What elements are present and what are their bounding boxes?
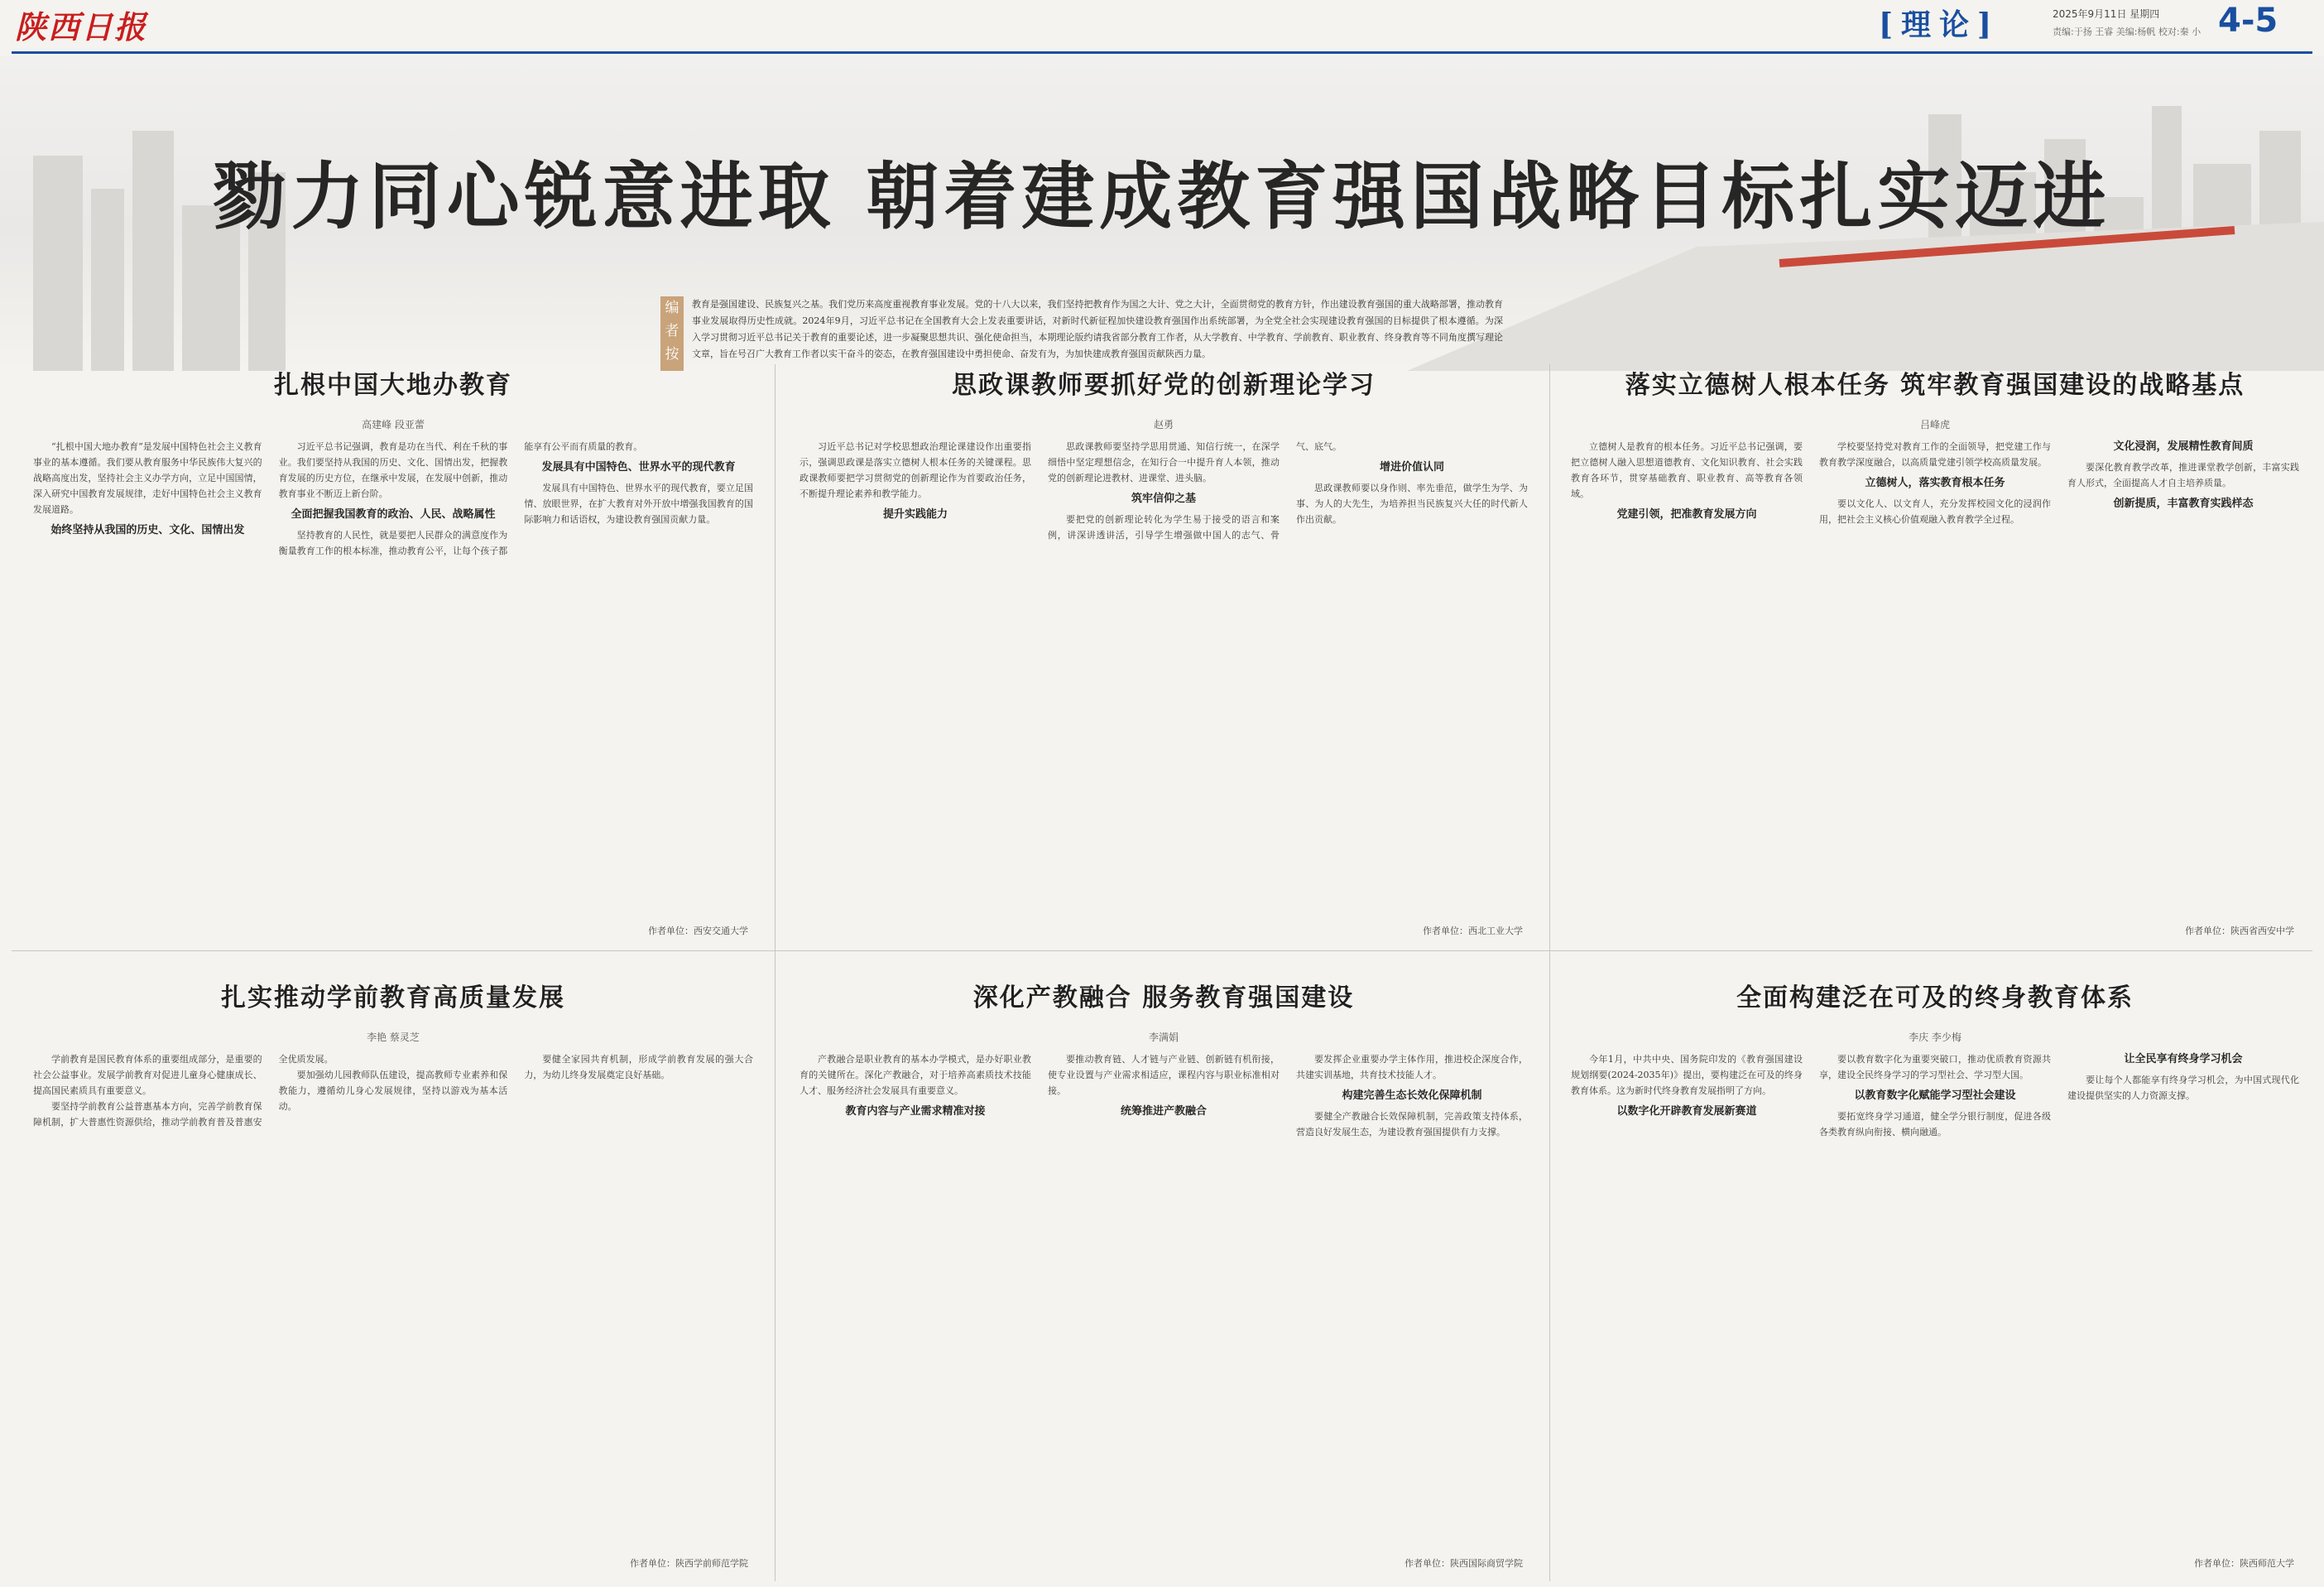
paragraph: 思政课教师要坚持学思用贯通、知信行统一，在深学细悟中坚定理想信念，在知行合一中提升育人本领，推动党的创新理论进教材、进课堂、进头脑。 [1048, 441, 1280, 483]
paragraph: 要健全家园共育机制，形成学前教育发展的强大合力，为幼儿终身发展奠定良好基础。 [524, 1054, 753, 1080]
page-headline: 勠力同心锐意进取 朝着建成教育强国战略目标扎实迈进 [213, 154, 2111, 239]
article-body [33, 1051, 753, 1548]
subhead: 始终坚持从我国的历史、文化、国情出发 [50, 524, 245, 536]
article-5 [799, 977, 1528, 1581]
paragraph: “扎根中国大地办教育”是发展中国特色社会主义教育事业的基本遵循。我们要从教育服务中华民族伟大复兴的战略高度出发，坚持社会主义办学方向，立足中国国情，深入研究中国教育发展规律，走好中国特色社会主义教育发展道路。 [33, 441, 262, 515]
editor-note-text: 教育是强国建设、民族复兴之基。我们党历来高度重视教育事业发展。党的十八大以来，我们坚持把教育作为国之大计、党之大计，全面贯彻党的教育方针，作出建设教育强国的重大战略部署，推动教育事业发展取得历史性成就。2024年9月，习近平总书记在全国教育大会上发表重要讲话，对新时代新征程加快建设教育强国作出系统部署，为全党全社会实现建设教育强国的目标提供了根本遵循。为深入学习贯彻习近平总书记关于教育的重要论述，进一步凝聚思想共识、强化使命担当，本期理论版约请我省部分教育工作者，从大学教育、中学教育、学前教育、职业教育、终身教育等不同角度撰写理论文章，旨在号召广大教育工作者以实干奋斗的姿态，在教育强国建设中勇担使命、奋发有为，为加快建成教育强国贡献陕西力量。 [692, 299, 1503, 359]
subhead: 筑牢信仰之基 [1131, 493, 1196, 505]
article-4 [33, 977, 753, 1581]
article-2 [799, 364, 1528, 944]
article-byline: 李艳 蔡灵芝 [367, 1032, 420, 1043]
paragraph: 坚持教育的人民性，就是要把人民群众的满意度作为衡量教育工作的根本标准，推动教育公平，让每个孩子都能享有公平而有质量的教育。 [278, 441, 643, 556]
subhead: 党建引领，把准教育发展方向 [1616, 508, 1757, 521]
article-title: 深化产教融合 服务教育强国建设 [972, 983, 1355, 1012]
article-body [1571, 1051, 2299, 1548]
subhead: 以教育数字化赋能学习型社会建设 [1854, 1089, 2016, 1102]
article-byline: 李庆 李少梅 [1909, 1032, 1961, 1043]
subhead: 让全民享有终身学习机会 [2124, 1053, 2243, 1065]
article-title: 思政课教师要抓好党的创新理论学习 [952, 371, 1376, 400]
subhead: 构建完善生态长效化保障机制 [1342, 1089, 1482, 1102]
article-byline: 李满娟 [1148, 1032, 1179, 1043]
paragraph: 要以教育数字化为重要突破口，推动优质教育资源共享，建设全民终身学习的学习型社会、学习型大国。 [1819, 1054, 2051, 1080]
article-author: 作者单位：陕西师范大学 [2194, 1558, 2294, 1569]
article-author: 作者单位：西北工业大学 [1423, 926, 1523, 936]
article-title: 扎实推动学前教育高质量发展 [221, 983, 565, 1012]
paragraph: 学前教育是国民教育体系的重要组成部分，是重要的社会公益事业。发展学前教育对促进儿童身心健康成长、提高国民素质具有重要意义。 [33, 1054, 262, 1096]
article-3 [1571, 364, 2299, 944]
article-body [799, 1051, 1528, 1548]
paragraph: 要拓宽终身学习通道，健全学分银行制度，促进各级各类教育纵向衔接、横向融通。 [1819, 1111, 2051, 1137]
paragraph: 思政课教师要以身作则、率先垂范，做学生为学、为事、为人的大先生，为培养担当民族复兴大任的时代新人作出贡献。 [1296, 483, 1528, 525]
subhead: 教育内容与产业需求精准对接 [845, 1105, 986, 1118]
paragraph: 产教融合是职业教育的基本办学模式，是办好职业教育的关键所在。深化产教融合，对于培养高素质技术技能人才、服务经济社会发展具有重要意义。 [799, 1054, 1031, 1096]
paragraph: 要把党的创新理论转化为学生易于接受的语言和案例，讲深讲透讲活，引导学生增强做中国人的志气、骨气、底气。 [1048, 441, 1342, 541]
article-byline: 高建峰 段亚蕾 [362, 419, 425, 430]
article-body [799, 439, 1528, 919]
row-divider [12, 950, 2312, 951]
article-body [33, 439, 753, 919]
paragraph: 要让每个人都能享有终身学习机会，为中国式现代化建设提供坚实的人力资源支撑。 [2067, 1075, 2299, 1101]
page-number: 4-5 [2218, 2, 2278, 40]
subhead: 发展具有中国特色、世界水平的现代教育 [541, 461, 736, 474]
article-byline: 吕峰虎 [1919, 419, 1950, 430]
subhead: 统筹推进产教融合 [1120, 1105, 1207, 1118]
article-1 [33, 364, 753, 944]
article-byline: 赵勇 [1153, 419, 1174, 430]
article-author: 作者单位：陕西国际商贸学院 [1404, 1558, 1523, 1569]
subhead: 文化浸润，发展精性教育间质 [2113, 440, 2254, 453]
paragraph: 立德树人是教育的根本任务。习近平总书记强调，要把立德树人融入思想道德教育、文化知识教育、社会实践教育各环节，贯穿基础教育、职业教育、高等教育各领域。 [1571, 441, 1803, 499]
subhead: 提升实践能力 [882, 508, 948, 521]
paragraph: 习近平总书记对学校思想政治理论课建设作出重要指示，强调思政课是落实立德树人根本任务的关键课程。思政课教师要把学习贯彻党的创新理论作为首要政治任务，不断提升理论素养和教学能力。 [799, 441, 1031, 499]
subhead: 以数字化开辟教育发展新赛道 [1616, 1105, 1757, 1118]
paragraph: 要加强幼儿园教师队伍建设，提高教师专业素养和保教能力，遵循幼儿身心发展规律，坚持以游戏为基本活动。 [278, 1070, 508, 1112]
section-tag: [理论] [1879, 7, 2000, 42]
issue-date: 2025年9月11日 星期四 [2053, 8, 2160, 20]
subhead: 增进价值认同 [1379, 461, 1444, 474]
paragraph: 学校要坚持党对教育工作的全面领导，把党建工作与教育教学深度融合，以高质量党建引领学校高质量发展。 [1819, 441, 2051, 468]
article-author: 作者单位：陕西学前师范学院 [630, 1558, 748, 1569]
editorial-staff: 责编:于扬 王睿 美编:杨帆 校对:秦 小 [2053, 26, 2202, 37]
article-title: 全面构建泛在可及的终身教育体系 [1736, 983, 2134, 1012]
article-6 [1571, 977, 2299, 1581]
article-body [1571, 439, 2299, 919]
subhead: 创新提质，丰富教育实践样态 [2113, 498, 2254, 510]
article-title: 扎根中国大地办教育 [274, 371, 512, 400]
article-author: 作者单位：陕西省西安中学 [2185, 926, 2294, 936]
editor-note-label: 编者按 [660, 296, 684, 371]
paragraph: 习近平总书记强调，教育是功在当代、利在千秋的事业。我们要坚持从我国的历史、文化、国情出发，把握教育发展的历史方位，在继承中发展，在发展中创新，推动教育事业不断迈上新台阶。 [278, 441, 508, 499]
banner [0, 56, 2324, 371]
paragraph: 要坚持学前教育公益普惠基本方向，完善学前教育保障机制，扩大普惠性资源供给，推动学前教育普及普惠安全优质发展。 [33, 1054, 334, 1128]
paragraph: 要推动教育链、人才链与产业链、创新链有机衔接，使专业设置与产业需求相适应，课程内容与职业标准相对接。 [1048, 1054, 1280, 1096]
subhead: 全面把握我国教育的政治、人民、战略属性 [290, 508, 496, 521]
paragraph: 要发挥企业重要办学主体作用，推进校企深度合作，共建实训基地，共育技术技能人才。 [1296, 1054, 1528, 1080]
paragraph: 今年1月，中共中央、国务院印发的《教育强国建设规划纲要(2024-2035年)》提出，要构建泛在可及的终身教育体系。这为新时代终身教育发展指明了方向。 [1571, 1054, 1803, 1096]
paragraph: 要深化教育教学改革，推进课堂教学创新，丰富实践育人形式，全面提高人才自主培养质量。 [2067, 462, 2299, 488]
masthead [0, 0, 2324, 50]
paragraph: 要以文化人、以文育人，充分发挥校园文化的浸润作用，把社会主义核心价值观融入教育教学全过程。 [1819, 498, 2051, 525]
newspaper-logo: 陕西日报 [15, 8, 148, 46]
paragraph: 要健全产教融合长效保障机制，完善政策支持体系，营造良好发展生态，为建设教育强国提供有力支撑。 [1296, 1111, 1528, 1137]
article-author: 作者单位：西安交通大学 [648, 926, 748, 936]
subhead: 立德树人，落实教育根本任务 [1865, 477, 2005, 489]
header-rule [12, 51, 2312, 54]
paragraph: 发展具有中国特色、世界水平的现代教育，要立足国情、放眼世界，在扩大教育对外开放中增强我国教育的国际影响力和话语权，为建设教育强国贡献力量。 [524, 483, 753, 525]
column-divider [1549, 364, 1550, 1581]
article-title: 落实立德树人根本任务 筑牢教育强国建设的战略基点 [1625, 371, 2245, 400]
